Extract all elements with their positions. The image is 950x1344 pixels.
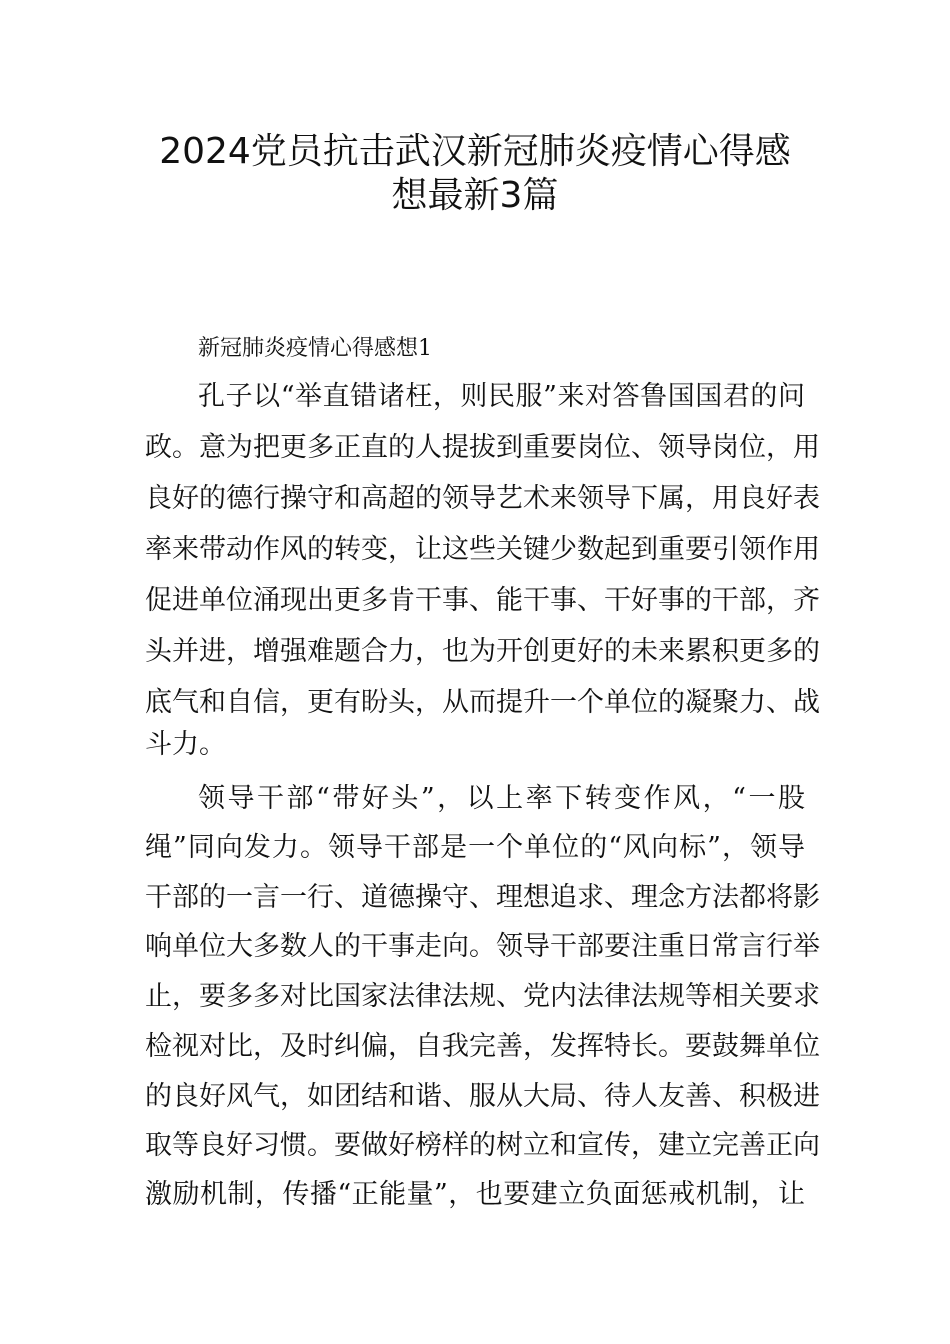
paragraph-2-line: 激励机制，传播“正能量”，也要建立负面惩戒机制，让 xyxy=(145,1179,805,1210)
paragraph-1-line: 头并进，增强难题合力，也为开创更好的未来累积更多的 xyxy=(145,636,820,667)
paragraph-1-line: 促进单位涌现出更多肯干事、能干事、干好事的干部，齐 xyxy=(145,585,820,616)
paragraph-1-line: 率来带动作风的转变，让这些关键少数起到重要引领作用 xyxy=(145,534,820,565)
paragraph-2-line: 的良好风气，如团结和谐、服从大局、待人友善、积极进 xyxy=(145,1081,820,1112)
paragraph-1-line: 政。意为把更多正直的人提拔到重要岗位、领导岗位，用 xyxy=(145,432,820,463)
document-title-line-2: 想最新3篇 xyxy=(391,175,559,216)
paragraph-1-line: 良好的德行操守和高超的领导艺术来领导下属，用良好表 xyxy=(145,483,820,514)
paragraph-2-line: 领导干部“带好头”，以上率下转变作风，“一股 xyxy=(198,783,805,814)
paragraph-1-line: 底气和自信，更有盼头，从而提升一个单位的凝聚力、战 xyxy=(145,687,820,718)
paragraph-2-line: 响单位大多数人的干事走向。领导干部要注重日常言行举 xyxy=(145,931,820,962)
section-heading: 新冠肺炎疫情心得感想1 xyxy=(198,336,432,361)
paragraph-1-line: 斗力。 xyxy=(145,729,226,760)
paragraph-2-line: 止，要多多对比国家法律法规、党内法律法规等相关要求 xyxy=(145,981,820,1012)
paragraph-2-line: 取等良好习惯。要做好榜样的树立和宣传，建立完善正向 xyxy=(145,1130,820,1161)
paragraph-2-line: 检视对比，及时纠偏，自我完善，发挥特长。要鼓舞单位 xyxy=(145,1031,820,1062)
document-title-line-1: 2024党员抗击武汉新冠肺炎疫情心得感 xyxy=(159,131,791,172)
paragraph-2-line: 干部的一言一行、道德操守、理想追求、理念方法都将影 xyxy=(145,882,820,913)
paragraph-2-line: 绳”同向发力。领导干部是一个单位的“风向标”，领导 xyxy=(145,832,805,863)
paragraph-1-line: 孔子以“举直错诸枉，则民服”来对答鲁国国君的问 xyxy=(198,381,805,412)
